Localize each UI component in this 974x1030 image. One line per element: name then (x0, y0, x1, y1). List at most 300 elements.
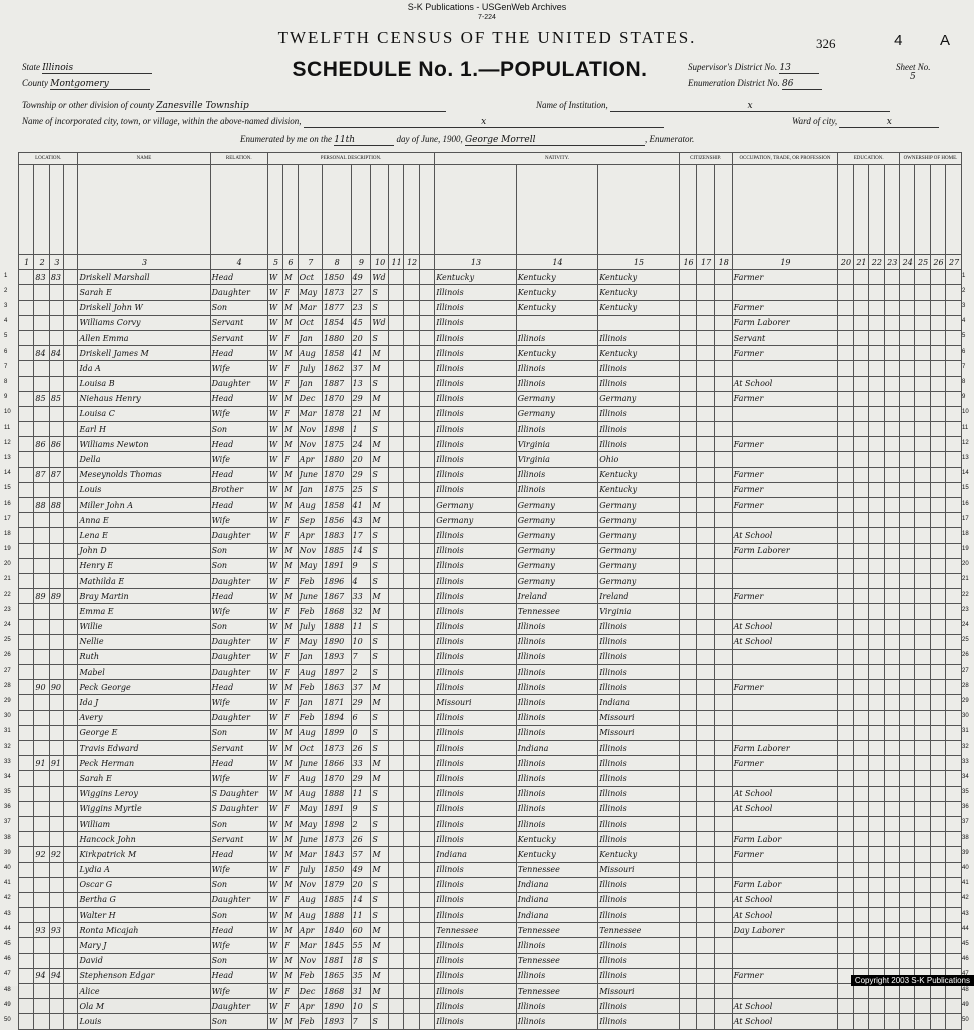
empty-cell (714, 832, 732, 847)
dwelling-number-cell (34, 543, 49, 558)
page-number-value: 4 (894, 32, 903, 49)
relation-cell: Head (210, 437, 267, 452)
mother-birthplace-cell: Germany (598, 573, 680, 588)
mother-birthplace-cell: Ireland (598, 589, 680, 604)
empty-cell (679, 1014, 697, 1029)
empty-cell (697, 862, 715, 877)
line-number-right: 34 (962, 773, 969, 780)
empty-cell (900, 892, 915, 907)
empty-cell (853, 710, 868, 725)
empty-cell (19, 695, 34, 710)
father-birthplace-cell: Illinois (516, 1014, 598, 1029)
family-number-cell (49, 604, 63, 619)
empty-cell (419, 938, 434, 953)
family-number-cell (49, 528, 63, 543)
birthplace-cell: Illinois (435, 467, 517, 482)
empty-cell (884, 665, 899, 680)
sex-cell: M (283, 558, 298, 573)
empty-cell (884, 649, 899, 664)
empty-cell (884, 619, 899, 634)
empty-cell (900, 816, 915, 831)
empty-cell (884, 695, 899, 710)
empty-cell (714, 801, 732, 816)
family-number-cell (49, 558, 63, 573)
ward-value: x (839, 117, 939, 128)
empty-cell (714, 558, 732, 573)
father-birthplace-cell: Illinois (516, 816, 598, 831)
empty-cell (946, 589, 962, 604)
empty-cell (64, 406, 78, 421)
mother-birthplace-cell: Illinois (598, 953, 680, 968)
birth-year-cell: 1873 (322, 285, 351, 300)
person-name-cell: Allen Emma (78, 330, 210, 345)
empty-cell (915, 558, 930, 573)
sex-cell: M (283, 482, 298, 497)
empty-cell (884, 938, 899, 953)
birth-month-cell: Jan (298, 482, 322, 497)
dwelling-number-cell: 91 (34, 756, 49, 771)
empty-cell (64, 816, 78, 831)
mother-birthplace-cell: Kentucky (598, 300, 680, 315)
empty-cell (946, 437, 962, 452)
empty-cell (900, 391, 915, 406)
birthplace-cell: Illinois (435, 573, 517, 588)
empty-cell (419, 923, 434, 938)
empty-cell (388, 604, 403, 619)
mother-birthplace-cell: Illinois (598, 422, 680, 437)
education-header: EDUCATION. (838, 153, 900, 165)
empty-cell (900, 665, 915, 680)
family-number-cell: 85 (49, 391, 63, 406)
empty-cell (884, 270, 899, 285)
empty-cell (900, 695, 915, 710)
marital-status-cell: M (371, 604, 389, 619)
empty-cell (388, 892, 403, 907)
empty-cell (946, 270, 962, 285)
sex-cell: M (283, 741, 298, 756)
sex-cell: F (283, 634, 298, 649)
birthplace-cell: Illinois (435, 589, 517, 604)
empty-cell (64, 346, 78, 361)
empty-cell (946, 816, 962, 831)
township-value: Zanesville Township (156, 101, 446, 112)
empty-cell (915, 999, 930, 1014)
empty-cell (838, 528, 853, 543)
dwelling-number-cell (34, 938, 49, 953)
empty-cell (19, 467, 34, 482)
empty-cell (869, 528, 884, 543)
line-number-left: 4 (4, 318, 8, 325)
empty-cell (853, 832, 868, 847)
dwelling-number-cell (34, 573, 49, 588)
sex-cell: M (283, 498, 298, 513)
color-cell: W (267, 816, 282, 831)
empty-cell (884, 513, 899, 528)
empty-cell (679, 406, 697, 421)
birth-month-cell: Aug (298, 725, 322, 740)
empty-cell (714, 498, 732, 513)
birth-month-cell: Mar (298, 406, 322, 421)
line-number-right: 43 (962, 910, 969, 917)
family-number-cell: 88 (49, 498, 63, 513)
empty-cell (869, 680, 884, 695)
line-number-right: 1 (962, 272, 966, 279)
age-cell: 33 (351, 589, 371, 604)
sex-cell: M (283, 422, 298, 437)
father-birthplace-cell: Virginia (516, 437, 598, 452)
mother-birthplace-cell: Ohio (598, 452, 680, 467)
line-number-right: 35 (962, 789, 969, 796)
empty-cell (679, 741, 697, 756)
empty-cell (915, 589, 930, 604)
empty-cell (19, 376, 34, 391)
age-cell: 10 (351, 999, 371, 1014)
color-cell: W (267, 498, 282, 513)
empty-cell (900, 649, 915, 664)
relation-cell: Wife (210, 771, 267, 786)
empty-cell (930, 953, 945, 968)
mother-birthplace-cell: Germany (598, 528, 680, 543)
birthplace-cell: Illinois (435, 877, 517, 892)
empty-cell (853, 634, 868, 649)
empty-cell (404, 391, 419, 406)
empty-cell (915, 285, 930, 300)
empty-cell (714, 771, 732, 786)
empty-cell (419, 376, 434, 391)
mother-birthplace-cell: Illinois (598, 877, 680, 892)
empty-cell (930, 816, 945, 831)
dwelling-number-cell (34, 786, 49, 801)
empty-cell (915, 330, 930, 345)
empty-cell (930, 923, 945, 938)
empty-cell (19, 756, 34, 771)
age-cell: 11 (351, 619, 371, 634)
empty-cell (930, 680, 945, 695)
empty-cell (714, 482, 732, 497)
enumeration-label: Enumeration District No. (688, 78, 780, 88)
marital-status-cell: Wd (371, 315, 389, 330)
birth-year-cell: 1888 (322, 908, 351, 923)
birth-year-cell: 1843 (322, 847, 351, 862)
empty-cell (884, 346, 899, 361)
empty-cell (19, 710, 34, 725)
empty-cell (19, 346, 34, 361)
empty-cell (900, 1014, 915, 1029)
birthplace-cell: Illinois (435, 938, 517, 953)
empty-cell (388, 361, 403, 376)
age-cell: 33 (351, 756, 371, 771)
empty-cell (838, 923, 853, 938)
color-cell: W (267, 649, 282, 664)
empty-cell (853, 361, 868, 376)
empty-cell (419, 877, 434, 892)
line-number-left: 21 (4, 576, 11, 583)
empty-cell (714, 862, 732, 877)
empty-cell (419, 665, 434, 680)
table-row (19, 862, 962, 877)
empty-cell (404, 923, 419, 938)
empty-cell (419, 953, 434, 968)
line-number-right: 30 (962, 713, 969, 720)
mother-birthplace-cell: Illinois (598, 1014, 680, 1029)
empty-cell (930, 908, 945, 923)
birth-year-cell: 1840 (322, 923, 351, 938)
empty-cell (404, 847, 419, 862)
birth-year-cell: 1868 (322, 604, 351, 619)
empty-cell (884, 1014, 899, 1029)
empty-cell (404, 558, 419, 573)
mother-birthplace-cell: Illinois (598, 892, 680, 907)
empty-cell (915, 619, 930, 634)
empty-cell (19, 665, 34, 680)
empty-cell (930, 376, 945, 391)
empty-cell (388, 467, 403, 482)
table-row (19, 1014, 962, 1029)
empty-cell (64, 710, 78, 725)
empty-cell (64, 391, 78, 406)
empty-cell (64, 923, 78, 938)
mother-birthplace-cell: Virginia (598, 604, 680, 619)
empty-cell (930, 437, 945, 452)
empty-cell (838, 498, 853, 513)
birth-year-cell: 1868 (322, 984, 351, 999)
empty-cell (714, 361, 732, 376)
birth-year-cell: 1898 (322, 422, 351, 437)
empty-cell (679, 847, 697, 862)
empty-cell (697, 725, 715, 740)
sex-cell: M (283, 437, 298, 452)
line-number-right: 25 (962, 637, 969, 644)
birthplace-cell: Illinois (435, 422, 517, 437)
empty-cell (714, 968, 732, 983)
line-number-left: 32 (4, 743, 11, 750)
line-number-left: 28 (4, 682, 11, 689)
line-number-right: 48 (962, 986, 969, 993)
person-name-cell: Avery (78, 710, 210, 725)
empty-cell (714, 695, 732, 710)
line-number-left: 38 (4, 834, 11, 841)
empty-cell (419, 543, 434, 558)
occupation-cell: Farmer (732, 391, 838, 406)
birthplace-cell: Illinois (435, 376, 517, 391)
empty-cell (946, 649, 962, 664)
birthplace-cell: Illinois (435, 604, 517, 619)
color-cell: W (267, 604, 282, 619)
empty-cell (388, 513, 403, 528)
line-number-left: 34 (4, 773, 11, 780)
family-number-cell (49, 695, 63, 710)
empty-cell (869, 482, 884, 497)
empty-cell (714, 999, 732, 1014)
empty-cell (697, 695, 715, 710)
empty-cell (697, 604, 715, 619)
empty-cell (930, 634, 945, 649)
table-row (19, 361, 962, 376)
age-cell: 13 (351, 376, 371, 391)
supervisor-value: 13 (779, 63, 819, 74)
table-row (19, 573, 962, 588)
sex-cell: M (283, 391, 298, 406)
table-row (19, 710, 962, 725)
empty-cell (853, 801, 868, 816)
empty-cell (679, 786, 697, 801)
marital-status-cell: M (371, 847, 389, 862)
birthplace-cell: Illinois (435, 634, 517, 649)
empty-cell (853, 999, 868, 1014)
empty-cell (884, 801, 899, 816)
empty-cell (64, 558, 78, 573)
sex-cell: F (283, 862, 298, 877)
empty-cell (869, 923, 884, 938)
empty-cell (884, 452, 899, 467)
person-name-cell: Travis Edward (78, 741, 210, 756)
line-number-right: 10 (962, 409, 969, 416)
dwelling-number-cell: 84 (34, 346, 49, 361)
empty-cell (714, 346, 732, 361)
line-number-left: 22 (4, 591, 11, 598)
birthplace-cell: Illinois (435, 908, 517, 923)
family-number-cell: 89 (49, 589, 63, 604)
birth-year-cell: 1878 (322, 406, 351, 421)
family-number-cell (49, 619, 63, 634)
person-name-cell: Ida A (78, 361, 210, 376)
empty-cell (19, 391, 34, 406)
birth-year-cell: 1883 (322, 528, 351, 543)
empty-cell (900, 741, 915, 756)
empty-cell (930, 498, 945, 513)
occupation-cell: Farm Laborer (732, 741, 838, 756)
line-number-right: 44 (962, 925, 969, 932)
empty-cell (714, 741, 732, 756)
empty-cell (900, 589, 915, 604)
empty-cell (19, 558, 34, 573)
empty-cell (404, 513, 419, 528)
birth-year-cell: 1888 (322, 786, 351, 801)
empty-cell (679, 543, 697, 558)
empty-cell (930, 528, 945, 543)
birth-year-cell: 1858 (322, 498, 351, 513)
empty-cell (714, 589, 732, 604)
empty-cell (900, 528, 915, 543)
empty-cell (404, 786, 419, 801)
age-cell: 7 (351, 649, 371, 664)
family-number-cell: 86 (49, 437, 63, 452)
empty-cell (419, 695, 434, 710)
empty-cell (19, 528, 34, 543)
mother-birthplace-cell: Illinois (598, 908, 680, 923)
person-name-cell: Meseynolds Thomas (78, 467, 210, 482)
person-name-cell: Peck Herman (78, 756, 210, 771)
relation-cell: Daughter (210, 528, 267, 543)
township-line (22, 100, 446, 112)
empty-cell (946, 376, 962, 391)
line-number-right: 45 (962, 940, 969, 947)
empty-cell (884, 437, 899, 452)
empty-cell (869, 1014, 884, 1029)
occupation-cell (732, 604, 838, 619)
empty-cell (19, 330, 34, 345)
birthplace-cell: Illinois (435, 437, 517, 452)
empty-cell (64, 285, 78, 300)
empty-cell (419, 406, 434, 421)
empty-cell (419, 270, 434, 285)
institution-line (536, 100, 890, 112)
empty-cell (404, 376, 419, 391)
marital-status-cell: S (371, 908, 389, 923)
birth-month-cell: Oct (298, 315, 322, 330)
empty-cell (853, 558, 868, 573)
empty-cell (419, 710, 434, 725)
empty-cell (714, 437, 732, 452)
empty-cell (869, 786, 884, 801)
occupation-cell (732, 665, 838, 680)
empty-cell (19, 649, 34, 664)
line-number-left: 35 (4, 789, 11, 796)
color-cell: W (267, 300, 282, 315)
empty-cell (869, 498, 884, 513)
color-cell: W (267, 619, 282, 634)
father-birthplace-cell: Tennessee (516, 953, 598, 968)
empty-cell (404, 589, 419, 604)
empty-cell (64, 270, 78, 285)
empty-cell (930, 482, 945, 497)
empty-cell (714, 467, 732, 482)
age-cell: 9 (351, 558, 371, 573)
line-number-left: 25 (4, 637, 11, 644)
line-number-right: 11 (962, 424, 969, 431)
empty-cell (915, 786, 930, 801)
empty-cell (64, 513, 78, 528)
empty-cell (915, 498, 930, 513)
birth-month-cell: Nov (298, 877, 322, 892)
occupation-cell: Farmer (732, 756, 838, 771)
empty-cell (404, 999, 419, 1014)
empty-cell (404, 422, 419, 437)
person-name-cell: Ola M (78, 999, 210, 1014)
empty-cell (869, 406, 884, 421)
empty-cell (930, 725, 945, 740)
occupation-cell: Farmer (732, 270, 838, 285)
father-birthplace-cell (516, 315, 598, 330)
empty-cell (900, 330, 915, 345)
empty-cell (915, 634, 930, 649)
empty-cell (388, 877, 403, 892)
marital-status-cell: S (371, 528, 389, 543)
empty-cell (900, 680, 915, 695)
line-number-right: 47 (962, 971, 969, 978)
empty-cell (900, 422, 915, 437)
empty-cell (64, 786, 78, 801)
table-row (19, 376, 962, 391)
dwelling-number-cell (34, 832, 49, 847)
table-row (19, 999, 962, 1014)
line-number-right: 42 (962, 895, 969, 902)
empty-cell (853, 513, 868, 528)
birthplace-cell: Kentucky (435, 270, 517, 285)
empty-cell (679, 528, 697, 543)
person-name-cell: Nellie (78, 634, 210, 649)
birthplace-cell: Illinois (435, 452, 517, 467)
empty-cell (915, 604, 930, 619)
empty-cell (900, 771, 915, 786)
empty-cell (679, 361, 697, 376)
table-row (19, 634, 962, 649)
age-cell: 6 (351, 710, 371, 725)
birth-year-cell: 1856 (322, 513, 351, 528)
line-number-left: 18 (4, 530, 11, 537)
empty-cell (946, 573, 962, 588)
marital-status-cell: M (371, 984, 389, 999)
